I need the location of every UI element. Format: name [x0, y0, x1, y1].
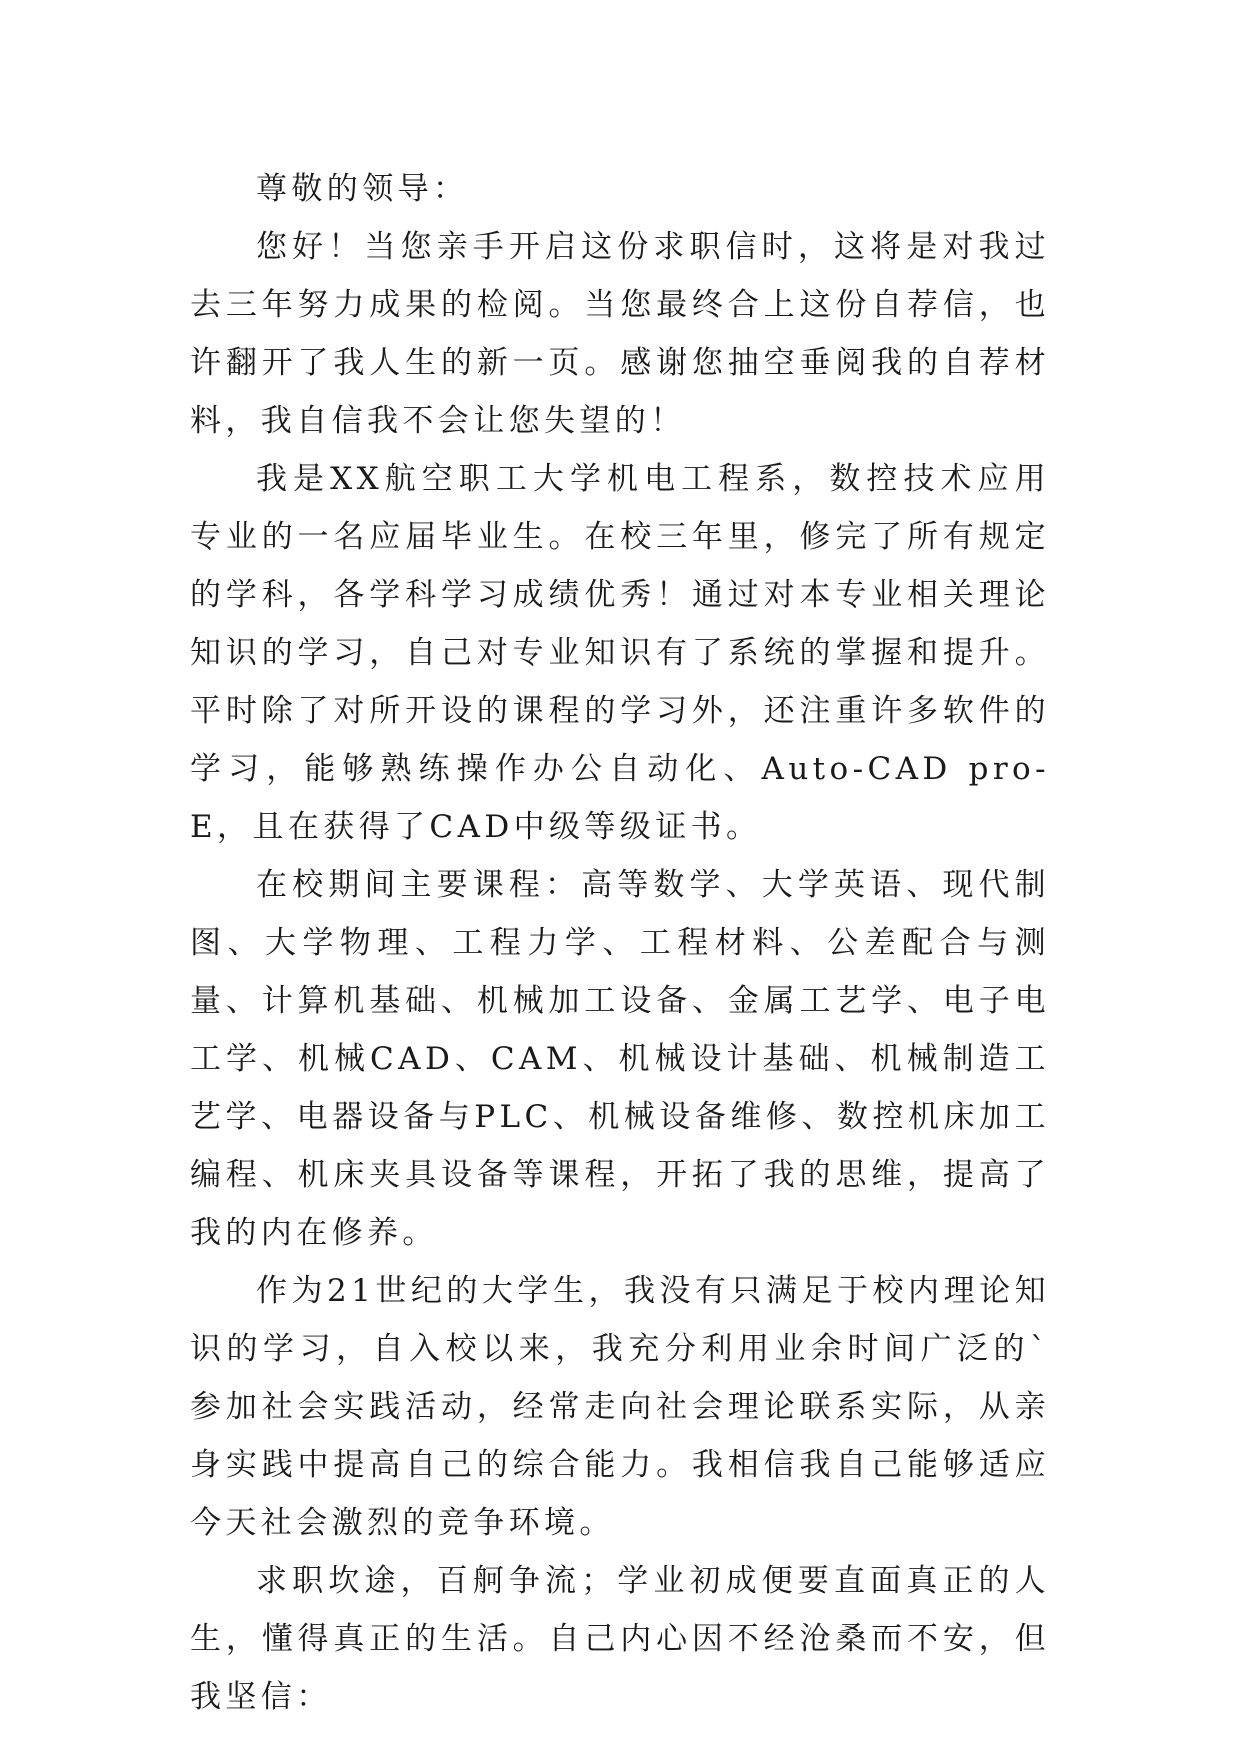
paragraph-practice: 作为21世纪的大学生，我没有只满足于校内理论知识的学习，自入校以来，我充分利用业余时间广泛的`参加社会实践活动，经常走向社会理论联系实际，从亲身实践中提高自己的综合能力。我相信我自己能够适应今天社会激烈的竞争环境。: [190, 1273, 1050, 1541]
paragraph-greeting: 您好！当您亲手开启这份求职信时，这将是对我过去三年努力成果的检阅。当您最终合上这份自荐信，也许翻开了我人生的新一页。感谢您抽空垂阅我的自荐材料，我自信我不会让您失望的！: [190, 229, 1050, 439]
paragraph-introduction: 我是XX航空职工大学机电工程系，数控技术应用专业的一名应届毕业生。在校三年里，修完了所有规定的学科，各学科学习成绩优秀！通过对本专业相关理论知识的学习，自己对专业知识有了系统的掌握和提升。平时除了对所开设的课程的学习外，还注重许多软件的学习，能够熟练操作办公自动化、Auto-CAD pro-E，且在获得了CAD中级等级证书。: [190, 461, 1050, 845]
letter-body: [190, 160, 1050, 1726]
salutation: 尊敬的领导：: [256, 171, 469, 207]
paragraph-courses: 在校期间主要课程：高等数学、大学英语、现代制图、大学物理、工程力学、工程材料、公差配合与测量、计算机基础、机械加工设备、金属工艺学、电子电工学、机械CAD、CAM、机械设计基础、机械制造工艺学、电器设备与PLC、机械设备维修、数控机床加工编程、机床夹具设备等课程，开拓了我的思维，提高了我的内在修养。: [190, 867, 1050, 1251]
paragraph-closing: 求职坎途，百舸争流；学业初成便要直面真正的人生，懂得真正的生活。自己内心因不经沧桑而不安，但我坚信：: [190, 1563, 1050, 1715]
